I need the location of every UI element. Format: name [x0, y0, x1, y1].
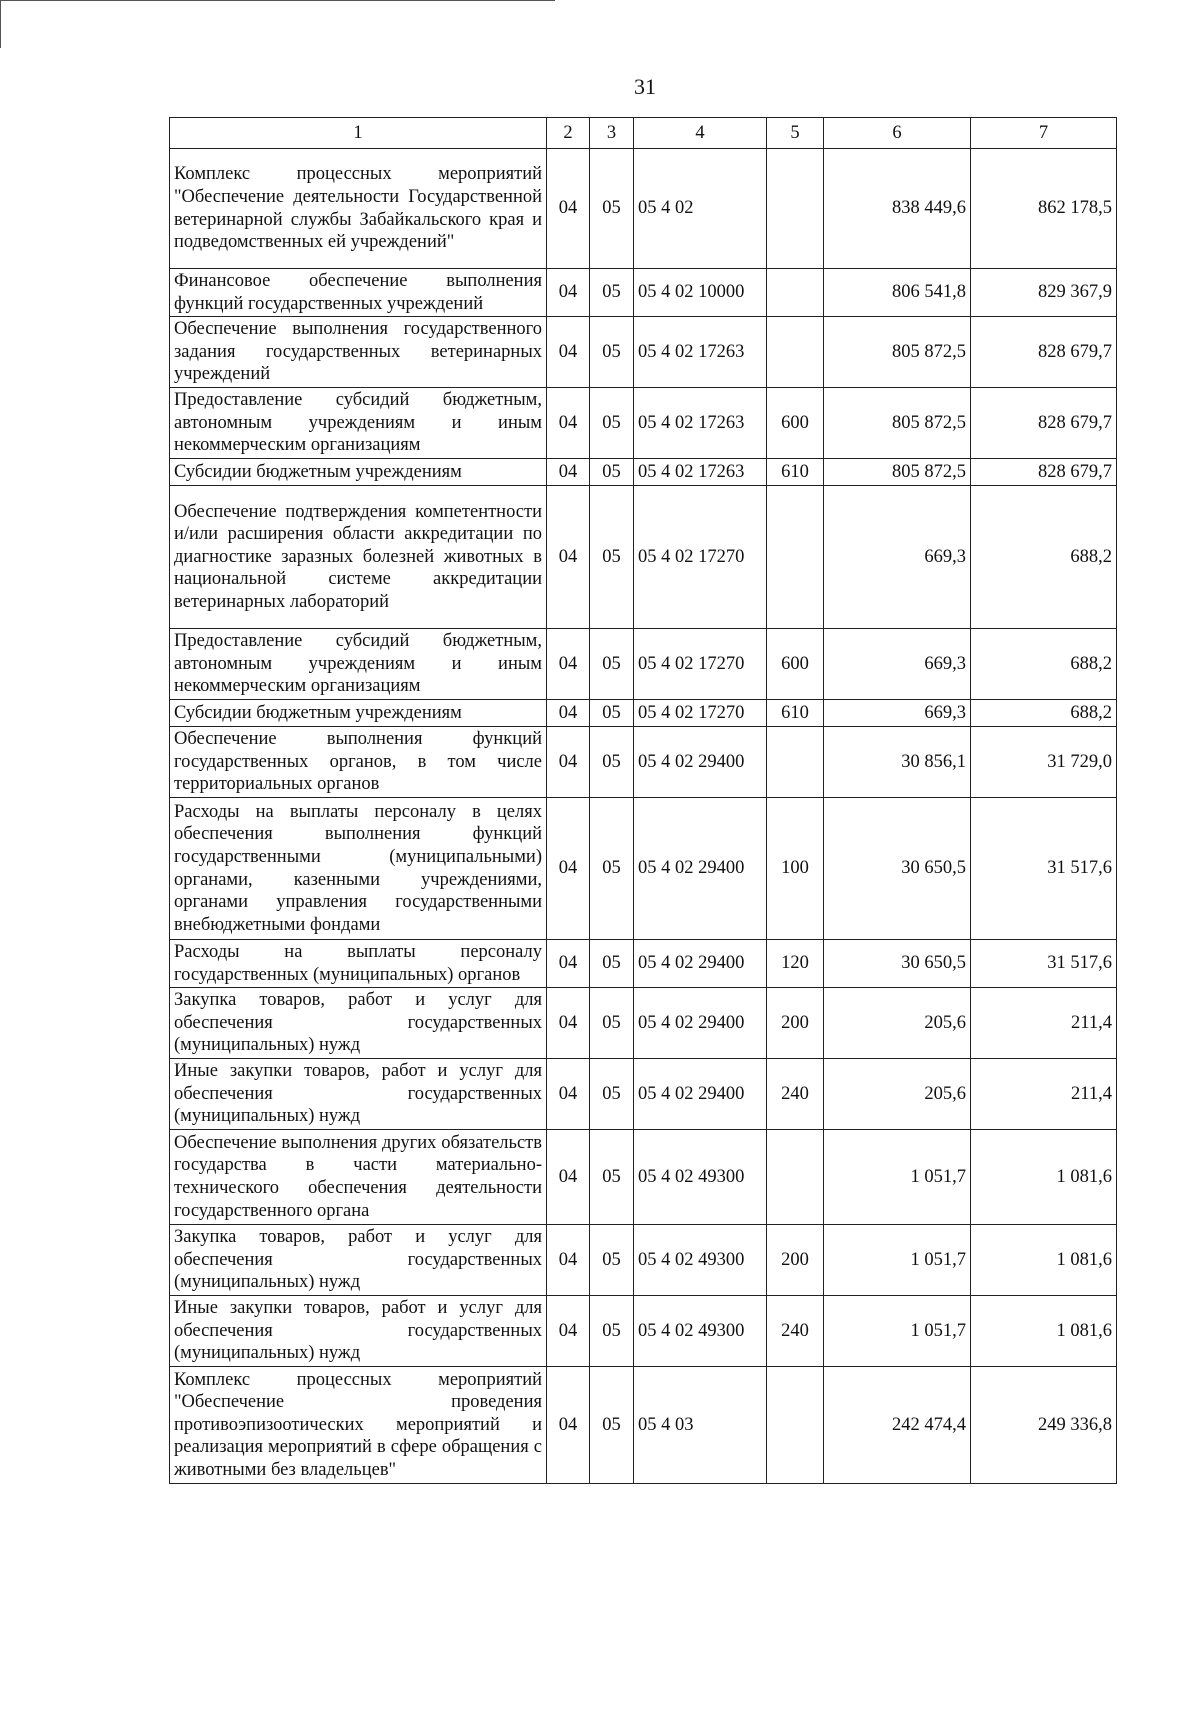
- section-code-cell: 04: [547, 629, 590, 700]
- table-row: [170, 1059, 1117, 1130]
- amount-year-2-cell: 31 517,6: [971, 940, 1117, 988]
- amount-year-1-cell: 806 541,8: [824, 269, 971, 317]
- amount-year-2-cell: 829 367,9: [971, 269, 1117, 317]
- section-code-cell: 04: [547, 1296, 590, 1367]
- table-row: [170, 1130, 1117, 1225]
- section-code-cell: 04: [547, 988, 590, 1059]
- amount-year-2-cell: 688,2: [971, 700, 1117, 727]
- amount-year-2-cell: 862 178,5: [971, 149, 1117, 269]
- expense-type-code-cell: 240: [767, 1059, 824, 1130]
- amount-year-2-cell: 688,2: [971, 629, 1117, 700]
- section-code-cell: 04: [547, 149, 590, 269]
- amount-year-1-cell: 669,3: [824, 486, 971, 629]
- subsection-code-cell: 05: [590, 798, 634, 940]
- amount-year-2-cell: 828 679,7: [971, 459, 1117, 486]
- expense-name-cell: Обеспечение выполнения других обязательств государства в части материально-технического обеспечения деятельности государственного органа: [170, 1130, 547, 1225]
- expense-name-cell: Расходы на выплаты персоналу в целях обеспечения выполнения функций государственными (муниципальными) органами, казенными учреждениями, органами управления государственными внебюджетными фондами: [170, 798, 547, 940]
- section-code-cell: 04: [547, 269, 590, 317]
- target-article-code-cell: 05 4 02 17263: [634, 317, 767, 388]
- subsection-code-cell: 05: [590, 486, 634, 629]
- section-code-cell: 04: [547, 486, 590, 629]
- target-article-code-cell: 05 4 02 17270: [634, 486, 767, 629]
- expense-name-cell: Предоставление субсидий бюджетным, автономным учреждениям и иным некоммерческим организациям: [170, 388, 547, 459]
- amount-year-2-cell: 828 679,7: [971, 388, 1117, 459]
- target-article-code-cell: 05 4 02 29400: [634, 988, 767, 1059]
- table-row: [170, 798, 1117, 940]
- expense-type-code-cell: 610: [767, 459, 824, 486]
- subsection-code-cell: 05: [590, 940, 634, 988]
- column-header-6: 6: [824, 118, 971, 149]
- amount-year-2-cell: 211,4: [971, 988, 1117, 1059]
- column-header-7: 7: [971, 118, 1117, 149]
- target-article-code-cell: 05 4 02 49300: [634, 1225, 767, 1296]
- expense-type-code-cell: 600: [767, 388, 824, 459]
- table-row: [170, 486, 1117, 629]
- expense-name-cell: Расходы на выплаты персоналу государственных (муниципальных) органов: [170, 940, 547, 988]
- table-row: [170, 700, 1117, 727]
- expense-type-code-cell: [767, 1130, 824, 1225]
- subsection-code-cell: 05: [590, 388, 634, 459]
- header-row: [170, 118, 1117, 149]
- expense-type-code-cell: [767, 269, 824, 317]
- table-row: [170, 388, 1117, 459]
- table-row: [170, 727, 1117, 798]
- expense-type-code-cell: [767, 149, 824, 269]
- expense-name-cell: Обеспечение подтверждения компетентности и/или расширения области аккредитации по диагностике заразных болезней животных в национальной системе аккредитации ветеринарных лабораторий: [170, 486, 547, 629]
- column-header-4: 4: [634, 118, 767, 149]
- section-code-cell: 04: [547, 459, 590, 486]
- column-header-5: 5: [767, 118, 824, 149]
- amount-year-1-cell: 30 650,5: [824, 940, 971, 988]
- subsection-code-cell: 05: [590, 1296, 634, 1367]
- amount-year-1-cell: 30 856,1: [824, 727, 971, 798]
- amount-year-2-cell: 828 679,7: [971, 317, 1117, 388]
- amount-year-1-cell: 805 872,5: [824, 317, 971, 388]
- column-header-2: 2: [547, 118, 590, 149]
- target-article-code-cell: 05 4 02 17270: [634, 700, 767, 727]
- amount-year-2-cell: 1 081,6: [971, 1130, 1117, 1225]
- expense-type-code-cell: [767, 727, 824, 798]
- expense-name-cell: Предоставление субсидий бюджетным, автономным учреждениям и иным некоммерческим организациям: [170, 629, 547, 700]
- subsection-code-cell: 05: [590, 459, 634, 486]
- subsection-code-cell: 05: [590, 269, 634, 317]
- amount-year-1-cell: 1 051,7: [824, 1225, 971, 1296]
- target-article-code-cell: 05 4 02 17263: [634, 388, 767, 459]
- subsection-code-cell: 05: [590, 1130, 634, 1225]
- section-code-cell: 04: [547, 798, 590, 940]
- amount-year-1-cell: 242 474,4: [824, 1367, 971, 1484]
- expense-name-cell: Субсидии бюджетным учреждениям: [170, 700, 547, 727]
- page-number: 31: [634, 74, 656, 99]
- expense-type-code-cell: 120: [767, 940, 824, 988]
- expense-type-code-cell: 240: [767, 1296, 824, 1367]
- table-row: [170, 629, 1117, 700]
- expense-name-cell: Закупка товаров, работ и услуг для обеспечения государственных (муниципальных) нужд: [170, 1225, 547, 1296]
- amount-year-1-cell: 805 872,5: [824, 459, 971, 486]
- expense-name-cell: Иные закупки товаров, работ и услуг для обеспечения государственных (муниципальных) нужд: [170, 1296, 547, 1367]
- expense-name-cell: Обеспечение выполнения функций государственных органов, в том числе территориальных органов: [170, 727, 547, 798]
- section-code-cell: 04: [547, 1130, 590, 1225]
- subsection-code-cell: 05: [590, 629, 634, 700]
- amount-year-2-cell: 688,2: [971, 486, 1117, 629]
- budget-table: [169, 117, 1117, 1484]
- amount-year-1-cell: 669,3: [824, 700, 971, 727]
- expense-type-code-cell: 100: [767, 798, 824, 940]
- expense-type-code-cell: [767, 1367, 824, 1484]
- target-article-code-cell: 05 4 02 29400: [634, 727, 767, 798]
- table-row: [170, 317, 1117, 388]
- amount-year-1-cell: 30 650,5: [824, 798, 971, 940]
- expense-type-code-cell: [767, 486, 824, 629]
- amount-year-1-cell: 838 449,6: [824, 149, 971, 269]
- section-code-cell: 04: [547, 317, 590, 388]
- expense-type-code-cell: 200: [767, 988, 824, 1059]
- expense-type-code-cell: 600: [767, 629, 824, 700]
- expense-type-code-cell: 610: [767, 700, 824, 727]
- amount-year-2-cell: 211,4: [971, 1059, 1117, 1130]
- scan-edge-left: [0, 0, 1, 48]
- column-header-3: 3: [590, 118, 634, 149]
- table-row: [170, 1296, 1117, 1367]
- table-row: [170, 988, 1117, 1059]
- expense-name-cell: Комплекс процессных мероприятий "Обеспечение деятельности Государственной ветеринарной службы Забайкальского края и подведомственных ей учреждений": [170, 149, 547, 269]
- expense-type-code-cell: 200: [767, 1225, 824, 1296]
- amount-year-1-cell: 205,6: [824, 1059, 971, 1130]
- amount-year-2-cell: 249 336,8: [971, 1367, 1117, 1484]
- subsection-code-cell: 05: [590, 317, 634, 388]
- amount-year-2-cell: 31 517,6: [971, 798, 1117, 940]
- subsection-code-cell: 05: [590, 1059, 634, 1130]
- table-row: [170, 149, 1117, 269]
- section-code-cell: 04: [547, 1367, 590, 1484]
- target-article-code-cell: 05 4 02 17263: [634, 459, 767, 486]
- table-row: [170, 1367, 1117, 1484]
- table-body: [170, 149, 1117, 1484]
- target-article-code-cell: 05 4 02 29400: [634, 940, 767, 988]
- amount-year-1-cell: 1 051,7: [824, 1130, 971, 1225]
- subsection-code-cell: 05: [590, 1225, 634, 1296]
- expense-name-cell: Комплекс процессных мероприятий "Обеспечение проведения противоэпизоотических мероприятий и реализация мероприятий в сфере обращения с животными без владельцев": [170, 1367, 547, 1484]
- target-article-code-cell: 05 4 02: [634, 149, 767, 269]
- table-row: [170, 459, 1117, 486]
- amount-year-2-cell: 31 729,0: [971, 727, 1117, 798]
- target-article-code-cell: 05 4 03: [634, 1367, 767, 1484]
- target-article-code-cell: 05 4 02 29400: [634, 1059, 767, 1130]
- amount-year-1-cell: 205,6: [824, 988, 971, 1059]
- target-article-code-cell: 05 4 02 10000: [634, 269, 767, 317]
- section-code-cell: 04: [547, 388, 590, 459]
- target-article-code-cell: 05 4 02 49300: [634, 1130, 767, 1225]
- subsection-code-cell: 05: [590, 700, 634, 727]
- column-header-1: 1: [170, 118, 547, 149]
- amount-year-2-cell: 1 081,6: [971, 1296, 1117, 1367]
- amount-year-1-cell: 669,3: [824, 629, 971, 700]
- expense-name-cell: Субсидии бюджетным учреждениям: [170, 459, 547, 486]
- subsection-code-cell: 05: [590, 727, 634, 798]
- subsection-code-cell: 05: [590, 149, 634, 269]
- section-code-cell: 04: [547, 727, 590, 798]
- target-article-code-cell: 05 4 02 49300: [634, 1296, 767, 1367]
- section-code-cell: 04: [547, 700, 590, 727]
- table-row: [170, 269, 1117, 317]
- amount-year-2-cell: 1 081,6: [971, 1225, 1117, 1296]
- expense-name-cell: Обеспечение выполнения государственного задания государственных ветеринарных учреждений: [170, 317, 547, 388]
- amount-year-1-cell: 1 051,7: [824, 1296, 971, 1367]
- expense-name-cell: Финансовое обеспечение выполнения функций государственных учреждений: [170, 269, 547, 317]
- section-code-cell: 04: [547, 940, 590, 988]
- amount-year-1-cell: 805 872,5: [824, 388, 971, 459]
- expense-type-code-cell: [767, 317, 824, 388]
- table-row: [170, 1225, 1117, 1296]
- expense-name-cell: Закупка товаров, работ и услуг для обеспечения государственных (муниципальных) нужд: [170, 988, 547, 1059]
- target-article-code-cell: 05 4 02 29400: [634, 798, 767, 940]
- expense-name-cell: Иные закупки товаров, работ и услуг для обеспечения государственных (муниципальных) нужд: [170, 1059, 547, 1130]
- section-code-cell: 04: [547, 1059, 590, 1130]
- table-row: [170, 940, 1117, 988]
- target-article-code-cell: 05 4 02 17270: [634, 629, 767, 700]
- subsection-code-cell: 05: [590, 988, 634, 1059]
- section-code-cell: 04: [547, 1225, 590, 1296]
- subsection-code-cell: 05: [590, 1367, 634, 1484]
- scan-edge-top: [0, 0, 555, 1]
